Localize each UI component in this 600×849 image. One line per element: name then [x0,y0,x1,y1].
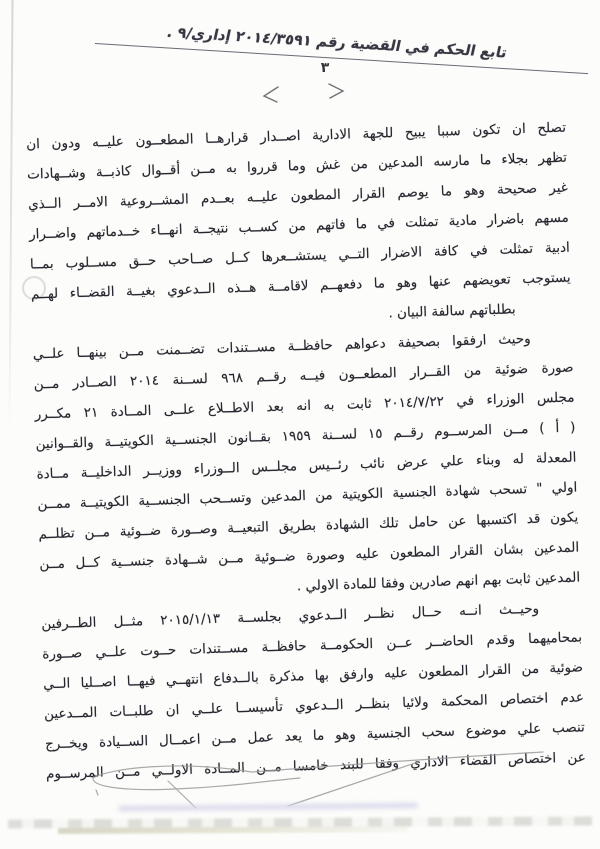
scan-smudge-band [58,826,408,834]
pencil-tick-icon [96,790,98,795]
text-line: وحيــث انــه حــال نظــر الــدعوي بجلســة ٢٠١٥/١/١٣ مثــل الطــرفين [41,600,540,633]
text-line: غير صحيحة وهو ما يوصم القرار المطعون عليــه بعــدم المشــروعية الامــر الــذي [27,179,569,213]
text-line: يستوجب تعويضهم عنها وهو ما دفعهــم لاقامــة هــذه الــدعوي بغيــة القضــاء لهــم [30,269,571,303]
text-line: تنصب علي موضوع سحب الجنسية وهو ما يعد عمل مــن اعمــال الســيادة ويخــرج [44,719,586,753]
text-line: ادبية تمثلت في كافة الاضرار التــي يستشــعرها كــل صــاحب حــق مســلوب بمــا [29,239,570,273]
text-line: المدعين بشان القرار المطعون عليه وصورة ضــوئية مــن شــهادة جنســية كــل مــن [39,539,580,573]
text-line: عن اختصاص القضاء الاداري وفقا للبند خامسا مــن المــادة الاولــي مــن المرســوم [45,749,587,783]
pen-mark-icon [264,87,278,102]
text-line: مسهم باضرار مادية تمثلت في ما فاتهم من كســب نتيجــة انهــاء خــدماتهم واضــرار [28,209,570,243]
paragraph-3 [41,592,586,789]
text-line: اولي " تسحب شهادة الجنسية الكويتية من المدعين وتســحب الجنســية الكويتيــة ممــن [37,479,578,513]
paragraph-2 [32,323,580,610]
page-number: ٣ [320,60,330,76]
judgment-body-text [26,113,586,790]
text-line: تظهر بجلاء ما مارسه المدعين من غش وما قرروا به مــن أقــوال كاذبــة وشــهادات [26,149,568,183]
text-line: يكون قد اكتسبها عن حامل تلك الشهادة بطريق التبعيــة وصــورة ضــوئية مــن تظلــم [38,509,579,543]
scan-smudge-band [118,802,418,811]
text-line: وحيث ارفقوا بصحيفة دعواهم حافظــة مســتندات تضــمنت مــن بينهــا علــي [32,330,531,363]
text-line: المعدلة له وبناء علي عرض نائب رئــيس مجلــس الــوزراء ووزيــر الداخليــة مــادة [36,449,577,483]
text-line: بطلباتهم سالفة البيان . [388,301,516,322]
text-line: عدم اختصاص المحكمة ولائيا بنظــر الــدعوي تأسيســا علــي ان طلبــات المــدعين [43,689,585,723]
page-header-title [137,19,536,67]
text-line: ضوئية من القرار المطعون عليه وارفق بها مذكرة بالــدفاع انتهــي فيهــا اصــليا الــي [42,659,584,693]
text-line: بمحاميهما وقدم الحاضــر عــن الحكومــة حافظــة مســتندات حــوت علــي صــورة [42,629,583,663]
text-line: ( أ ) مــن المرســوم رقــم ١٥ لســنة ١٩٥٩ بقــانون الجنســية الكويتيــة والقــوانين [35,419,576,453]
pen-mark-icon [329,84,343,98]
text-line: صورة ضوئية من القــرار المطعــون فيــه رقــم ٩٦٨ لســنة ٢٠١٤ الصــادر مــن [33,359,574,393]
paper-edge-line [8,0,13,430]
text-line: تصلح ان تكون سببا يبيح للجهة الادارية اصــدار قرارهــا المطعــون عليــه ودون ان [25,119,567,153]
text-line: المدعين ثابت بهم انهم صادرين وفقا للمادة الاولي . [296,569,581,595]
header-title-text: تابع الحكم في القضية رقم ٢٠١٤/٣٥٩١ إداري/٩ . [165,24,509,62]
text-line: مجلس الوزراء في ٢٠١٤/٧/٢٢ ثابت به انه بعد الاطــلاع علــى المــادة ٢١ مكــرر [34,389,575,423]
paragraph-1 [26,113,572,340]
